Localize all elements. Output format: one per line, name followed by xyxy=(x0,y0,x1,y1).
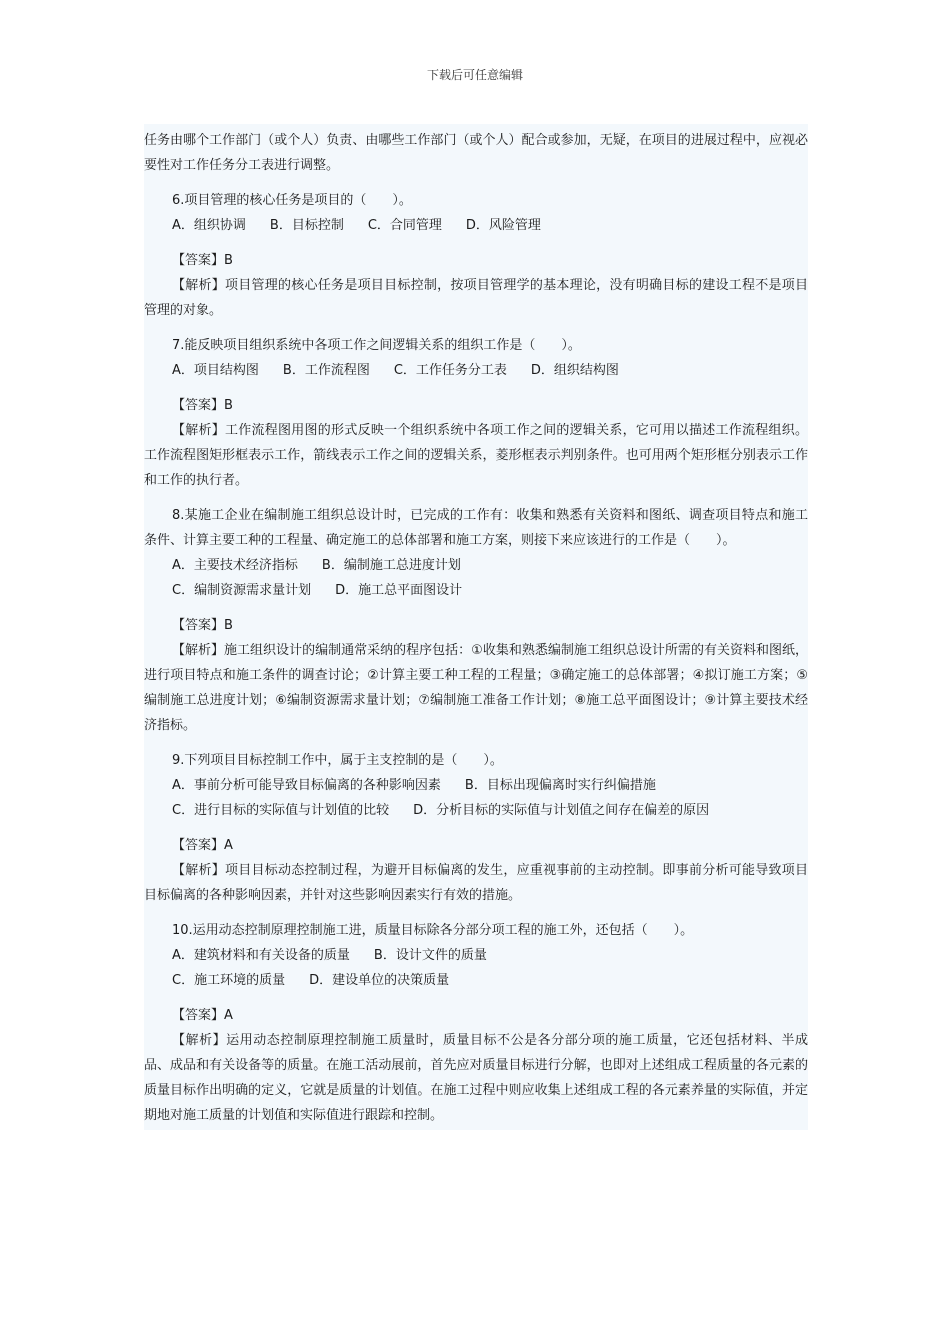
question-stem: 8.某施工企业在编制施工组织总设计时，已完成的工作有：收集和熟悉有关资料和图纸、调查项目特点和施工条件、计算主要工种的工程量、确定施工的总体部署和施工方案，则接下来应该进行的工作是（ ）。 xyxy=(144,508,808,548)
options-row xyxy=(144,213,808,238)
question-block xyxy=(144,748,808,908)
answer-label: 【答案】B xyxy=(172,618,233,633)
page-header: 下载后可任意编辑 xyxy=(426,68,523,82)
answer-label: 【答案】B xyxy=(172,253,233,268)
analysis-paragraph: 【解析】工作流程图用图的形式反映一个组织系统中各项工作之间的逻辑关系，它可用以描述工作流程组织。工作流程图矩形框表示工作，箭线表示工作之间的逻辑关系，菱形框表示判别条件。也可用两个矩形框分别表示工作和工作的执行者。 xyxy=(144,423,808,488)
question-stem: 10.运用动态控制原理控制施工进，质量目标除各分部分项工程的施工外，还包括（ ）。 xyxy=(172,923,694,938)
answer-option: B．编制施工总进度计划 xyxy=(321,558,461,573)
question-stem: 7.能反映项目组织系统中各项工作之间逻辑关系的组织工作是（ ）。 xyxy=(172,338,581,353)
answer-option: A．事前分析可能导致目标偏离的各种影响因素 xyxy=(172,778,441,793)
answer-option: A．组织协调 xyxy=(172,218,246,233)
answer-option: C．施工环境的质量 xyxy=(172,973,286,988)
answer-option: B．设计文件的质量 xyxy=(373,948,487,963)
answer-option: A．建筑材料和有关设备的质量 xyxy=(172,948,350,963)
document-body xyxy=(144,124,808,1130)
answer-option: A．项目结构图 xyxy=(172,363,259,378)
answer-label: 【答案】A xyxy=(172,838,233,853)
answer-option: B．目标出现偏离时实行纠偏措施 xyxy=(464,778,656,793)
analysis-paragraph: 【解析】运用动态控制原理控制施工质量时，质量目标不公是各分部分项的施工质量，它还包括材料、半成品、成品和有关设备等的质量。在施工活动展前，首先应对质量目标进行分解，也即对上述组成工程质量的各元素的质量目标作出明确的定义，它就是质量的计划值。在施工过程中则应收集上述组成工程的各元素养量的实际值，并定期地对施工质量的计划值和实际值进行跟踪和控制。 xyxy=(144,1033,808,1123)
intro-paragraph: 任务由哪个工作部门（或个人）负责、由哪些工作部门（或个人）配合或参加，无疑，在项目的进展过程中，应视必要性对工作任务分工表进行调整。 xyxy=(144,133,808,173)
answer-option: C．工作任务分工表 xyxy=(393,363,507,378)
question-stem: 6.项目管理的核心任务是项目的（ ）。 xyxy=(172,193,412,208)
question-block xyxy=(144,333,808,493)
answer-option: C．进行目标的实际值与计划值的比较 xyxy=(172,803,390,818)
options-row xyxy=(144,943,808,968)
answer-option: A．主要技术经济指标 xyxy=(172,558,298,573)
options-row xyxy=(144,798,808,823)
question-block xyxy=(144,918,808,1128)
question-list xyxy=(144,188,808,1128)
answer-option: B．工作流程图 xyxy=(282,363,370,378)
analysis-paragraph: 【解析】项目管理的核心任务是项目目标控制，按项目管理学的基本理论，没有明确目标的建设工程不是项目管理的对象。 xyxy=(144,278,808,318)
answer-option: B．目标控制 xyxy=(269,218,344,233)
answer-option: D．建设单位的决策质量 xyxy=(309,973,450,988)
options-row xyxy=(144,553,808,578)
answer-option: D．分析目标的实际值与计划值之间存在偏差的原因 xyxy=(413,803,710,818)
analysis-paragraph: 【解析】施工组织设计的编制通常采纳的程序包括：①收集和熟悉编制施工组织总设计所需的有关资料和图纸，进行项目特点和施工条件的调查讨论；②计算主要工种工程的工程量；③确定施工的总体部署；④拟订施工方案；⑤编制施工总进度计划；⑥编制资源需求量计划；⑦编制施工准备工作计划；⑧施工总平面图设计；⑨计算主要技术经济指标。 xyxy=(144,643,808,733)
question-stem: 9.下列项目目标控制工作中，属于主支控制的是（ ）。 xyxy=(172,753,503,768)
analysis-paragraph: 【解析】项目目标动态控制过程，为避开目标偏离的发生，应重视事前的主动控制。即事前分析可能导致项目目标偏离的各种影响因素，并针对这些影响因素实行有效的措施。 xyxy=(144,863,808,903)
answer-option: C．合同管理 xyxy=(367,218,442,233)
answer-label: 【答案】A xyxy=(172,1008,233,1023)
options-row xyxy=(144,358,808,383)
answer-label: 【答案】B xyxy=(172,398,233,413)
options-row xyxy=(144,773,808,798)
options-row xyxy=(144,968,808,993)
question-block xyxy=(144,188,808,323)
options-row xyxy=(144,578,808,603)
answer-option: C．编制资源需求量计划 xyxy=(172,583,312,598)
answer-option: D．施工总平面图设计 xyxy=(335,583,463,598)
question-block xyxy=(144,503,808,738)
answer-option: D．风险管理 xyxy=(465,218,541,233)
answer-option: D．组织结构图 xyxy=(530,363,619,378)
